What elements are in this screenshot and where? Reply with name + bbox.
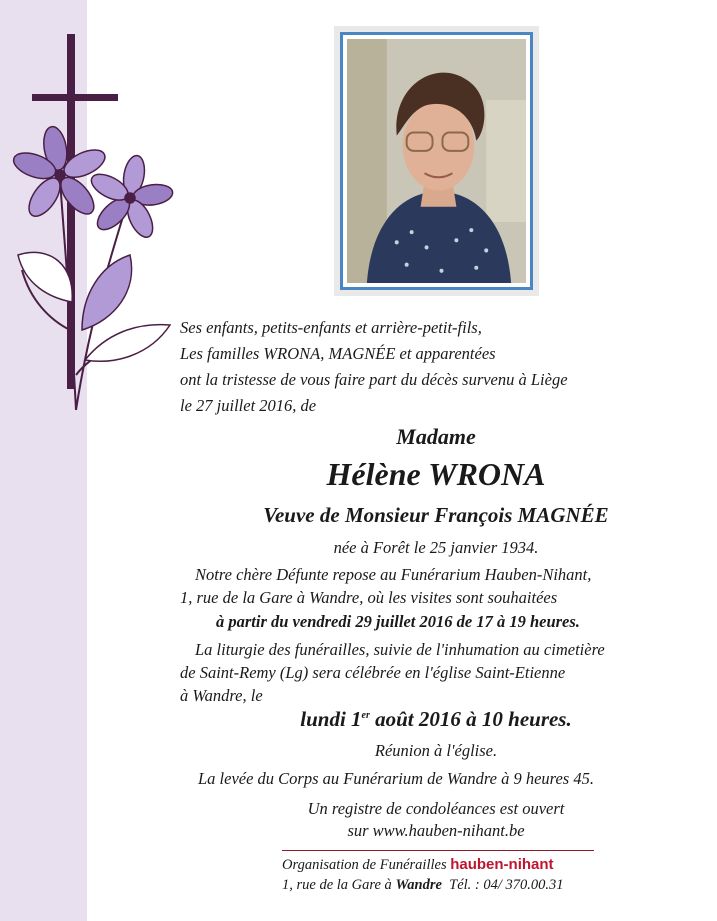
intro-line: Ses enfants, petits-enfants et arrière-petit-fils, — [180, 318, 482, 337]
flower-icon — [87, 154, 174, 241]
widow-line: Veuve de Monsieur François MAGNÉE — [263, 503, 609, 527]
cross-flowers-decoration — [10, 30, 180, 420]
flower-icon — [10, 125, 109, 222]
footer-address: 1, rue de la Gare à Wandre Tél. : 04/ 370.00.31 — [282, 877, 564, 893]
liturgy-line: de Saint-Remy (Lg) sera célébrée en l'église Saint-Etienne — [180, 663, 566, 682]
visits-line: à partir du vendredi 29 juillet 2016 de 17 à 19 heures. — [216, 612, 580, 631]
rest-line: 1, rue de la Gare à Wandre, où les visites sont souhaitées — [180, 588, 558, 607]
birth-line: née à Forêt le 25 janvier 1934. — [333, 538, 539, 557]
intro-line: ont la tristesse de vous faire part du décès survenu à Liège — [180, 370, 568, 389]
brand-logo: hauben-nihant — [450, 856, 554, 873]
footer-divider — [282, 850, 594, 851]
funeral-date: lundi 1er août 2016 à 10 heures. — [300, 707, 572, 731]
deceased-name: Hélène WRONA — [326, 456, 546, 492]
footer-organisation: Organisation de Funérailles hauben-nihant — [282, 856, 554, 873]
portrait-photo — [347, 39, 526, 283]
register-line: sur www.hauben-nihant.be — [347, 821, 525, 840]
portrait-frame — [334, 26, 539, 296]
intro-line: Les familles WRONA, MAGNÉE et apparentées — [180, 344, 496, 363]
liturgy-line: à Wandre, le — [180, 686, 263, 705]
meeting-line: Réunion à l'église. — [374, 741, 498, 760]
rest-line: Notre chère Défunte repose au Funérarium Hauben-Nihant, — [195, 565, 592, 584]
levee-line: La levée du Corps au Funérarium de Wandre à 9 heures 45. — [198, 769, 594, 788]
register-line: Un registre de condoléances est ouvert — [307, 799, 565, 818]
intro-line: le 27 juillet 2016, de — [180, 396, 317, 415]
liturgy-line: La liturgie des funérailles, suivie de l'inhumation au cimetière — [195, 640, 605, 659]
honorific: Madame — [396, 424, 476, 449]
